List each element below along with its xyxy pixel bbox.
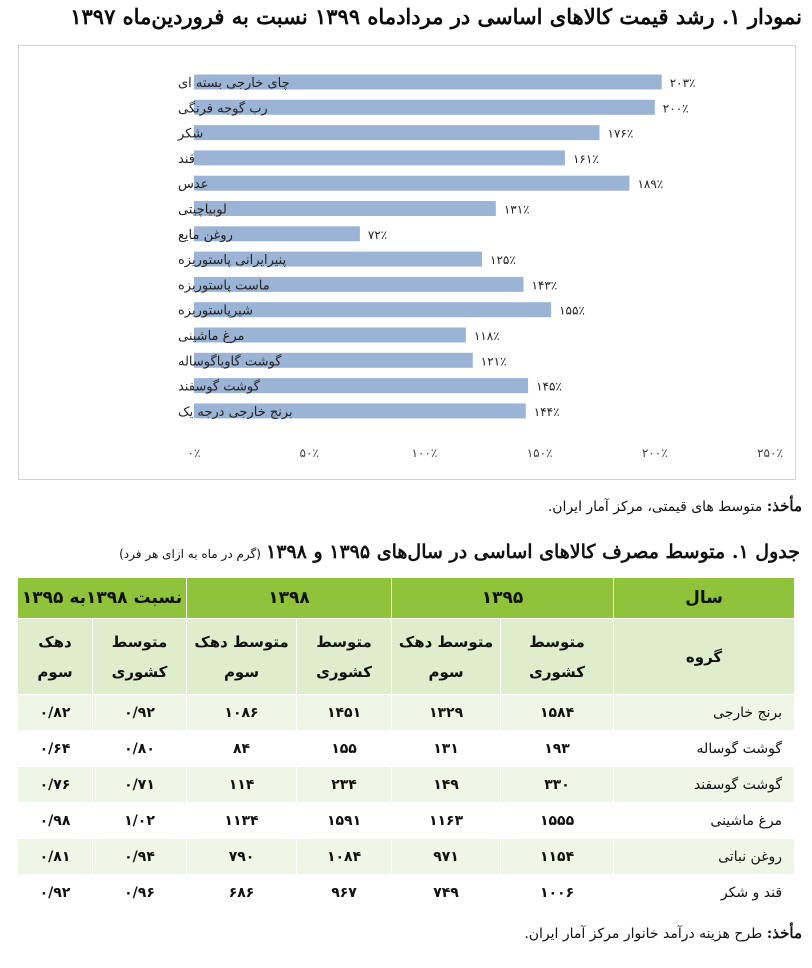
cell-national-1395: ۱۵۸۴	[501, 695, 614, 731]
data-label: ۱۴۳٪	[531, 278, 558, 293]
category-label: گوشت گوسفند	[178, 379, 260, 395]
cell-ratio-decile: ۰/۷۶	[18, 767, 93, 803]
cell-national-1395: ۱۹۳	[501, 731, 614, 767]
source-note-2	[524, 924, 802, 942]
x-tick-label: ۲۵۰٪	[757, 446, 783, 460]
cell-ratio-decile: ۰/۶۴	[18, 731, 93, 767]
table-header-row-1	[18, 578, 795, 619]
table-row	[18, 839, 795, 875]
source-text: متوسط های قیمتی، مرکز آمار ایران.	[547, 499, 763, 515]
data-label: ۱۱۸٪	[473, 329, 500, 343]
x-tick-label: ۰٪	[187, 446, 201, 460]
row-name: روغن نباتی	[614, 839, 795, 875]
row-name: قند و شکر	[614, 875, 795, 911]
cell-national-1398: ۱۴۵۱	[297, 695, 392, 731]
cell-decile-1398: ۱۰۸۶	[187, 695, 297, 731]
header-1398: ۱۳۹۸	[187, 578, 392, 619]
bar	[194, 125, 600, 140]
row-name: گوشت گوساله	[614, 731, 795, 767]
category-label: روغن مایع	[178, 227, 233, 243]
consumption-table	[17, 577, 795, 911]
source-label: مأخذ:	[766, 924, 802, 942]
header-decile-1398: متوسط دهک سوم	[187, 619, 297, 695]
data-label: ۱۸۹٪	[637, 177, 664, 192]
source-note-1	[548, 497, 802, 515]
cell-national-1398: ۱۵۵	[297, 731, 392, 767]
category-label: برنج خارجی درجه یک	[178, 404, 293, 420]
category-label: لوبیاچیتی	[178, 202, 227, 218]
header-national-1398: متوسط کشوری	[297, 619, 392, 695]
data-label: ۲۰۰٪	[662, 101, 689, 116]
cell-ratio-national: ۰/۷۱	[93, 767, 187, 803]
x-tick-label: ۱۵۰٪	[526, 446, 553, 460]
data-label: ۱۴۵٪	[536, 379, 562, 394]
chart-svg	[19, 46, 795, 479]
data-label: ۱۲۵٪	[490, 253, 516, 268]
table-title-note: (گرم در ماه به ازای هر فرد)	[119, 547, 261, 561]
cell-national-1395: ۱۱۵۴	[501, 839, 614, 875]
cell-ratio-national: ۰/۹۶	[93, 875, 187, 911]
cell-ratio-national: ۰/۹۴	[93, 839, 187, 875]
category-label: شکر	[178, 126, 204, 142]
header-ratio: نسبت ۱۳۹۸به ۱۳۹۵	[18, 578, 187, 619]
cell-decile-1398: ۷۹۰	[187, 839, 297, 875]
header-group: گروه	[614, 619, 795, 695]
data-label: ۱۳۱٪	[503, 202, 530, 217]
cell-ratio-national: ۰/۸۰	[93, 731, 187, 767]
category-label: چای خارجی بسته ای	[178, 76, 290, 91]
cell-national-1395: ۱۰۰۶	[501, 875, 614, 911]
row-name: برنج خارجی	[614, 695, 795, 731]
table-title-main: جدول ۱. متوسط مصرف کالاهای اساسی در سال‌های ۱۳۹۵ و ۱۳۹۸	[266, 541, 800, 563]
price-growth-chart	[18, 45, 796, 480]
x-tick-label: ۱۰۰٪	[411, 446, 438, 460]
cell-decile-1395: ۱۳۲۹	[392, 695, 501, 731]
source-label: مأخذ:	[766, 497, 802, 515]
x-tick-label: ۲۰۰٪	[641, 446, 668, 460]
category-label: قند	[178, 151, 195, 167]
header-decile-ratio: دهک سوم	[18, 619, 93, 695]
cell-national-1398: ۱۵۹۱	[297, 803, 392, 839]
cell-decile-1398: ۱۱۳۴	[187, 803, 297, 839]
cell-national-1395: ۳۳۰	[501, 767, 614, 803]
cell-ratio-national: ۱/۰۲	[93, 803, 187, 839]
category-label: شیرپاستوریزه	[178, 303, 253, 319]
category-label: مرغ ماشینی	[178, 329, 245, 344]
data-label: ۱۷۶٪	[607, 126, 634, 141]
row-name: مرغ ماشینی	[614, 803, 795, 839]
cell-decile-1398: ۱۱۴	[187, 767, 297, 803]
data-label: ۷۲٪	[367, 227, 388, 242]
data-label: ۱۴۴٪	[533, 404, 560, 419]
header-national-ratio: متوسط کشوری	[93, 619, 187, 695]
data-label: ۱۵۵٪	[559, 303, 585, 318]
cell-decile-1395: ۱۳۱	[392, 731, 501, 767]
table-row	[18, 731, 795, 767]
cell-ratio-decile: ۰/۹۲	[18, 875, 93, 911]
cell-ratio-decile: ۰/۸۱	[18, 839, 93, 875]
cell-national-1398: ۲۳۴	[297, 767, 392, 803]
cell-national-1398: ۹۶۷	[297, 875, 392, 911]
cell-national-1398: ۱۰۸۴	[297, 839, 392, 875]
data-label: ۱۶۱٪	[572, 151, 599, 166]
cell-decile-1395: ۱۱۶۳	[392, 803, 501, 839]
cell-ratio-decile: ۰/۸۲	[18, 695, 93, 731]
data-label: ۱۲۱٪	[480, 354, 507, 369]
category-label: ماست پاستوریزه	[178, 278, 270, 294]
bar	[194, 201, 496, 216]
category-label: رب گوجه فرنگی	[178, 101, 268, 117]
table-row	[18, 695, 795, 731]
table-row	[18, 875, 795, 911]
cell-decile-1398: ۸۴	[187, 731, 297, 767]
table-header-row-2	[18, 619, 795, 695]
header-1395: ۱۳۹۵	[392, 578, 614, 619]
table-row	[18, 803, 795, 839]
cell-national-1395: ۱۵۵۵	[501, 803, 614, 839]
table-row	[18, 767, 795, 803]
cell-ratio-decile: ۰/۹۸	[18, 803, 93, 839]
table-title	[119, 541, 800, 563]
cell-decile-1395: ۷۴۹	[392, 875, 501, 911]
row-name: گوشت گوسفند	[614, 767, 795, 803]
category-label: عدس	[178, 177, 209, 193]
cell-ratio-national: ۰/۹۲	[93, 695, 187, 731]
bar	[194, 150, 565, 165]
category-label: گوشت گاوياگوساله	[178, 354, 282, 370]
data-label: ۲۰۳٪	[669, 76, 696, 90]
header-decile-1395: متوسط دهک سوم	[392, 619, 501, 695]
header-year: سال	[614, 578, 795, 619]
source-text: طرح هزینه درآمد خانوار مرکز آمار ایران.	[524, 926, 763, 942]
category-label: پنیرایرانی پاستوریزه	[178, 253, 287, 269]
header-national-1395: متوسط کشوری	[501, 619, 614, 695]
cell-decile-1398: ۶۸۶	[187, 875, 297, 911]
cell-decile-1395: ۱۴۹	[392, 767, 501, 803]
bar	[194, 176, 629, 191]
chart-title: نمودار ۱. رشد قیمت کالاهای اساسی در مردادماه ۱۳۹۹ نسبت به فروردین‌ماه ۱۳۹۷	[70, 4, 802, 29]
x-tick-label: ۵۰٪	[299, 446, 319, 460]
cell-decile-1395: ۹۷۱	[392, 839, 501, 875]
